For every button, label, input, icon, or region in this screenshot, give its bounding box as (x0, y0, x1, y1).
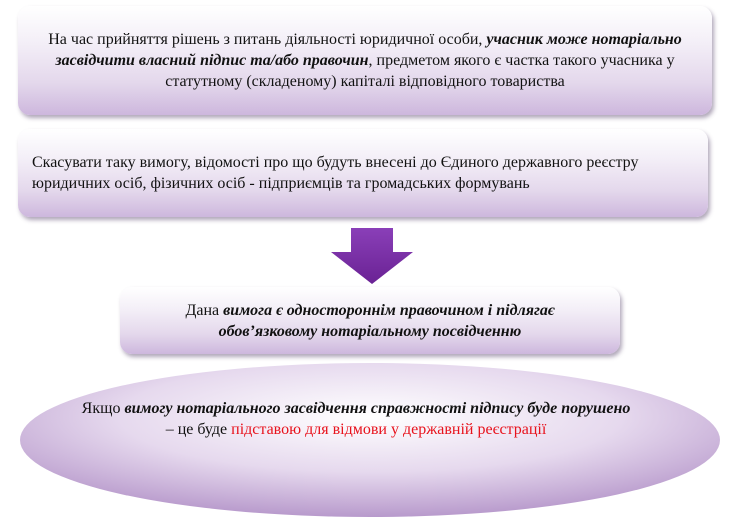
cancel-requirement-box (18, 129, 708, 217)
condition-text (32, 29, 698, 92)
requirement-text-emphasis: вимога є одностороннім правочином і підлягає обов’язковому нотаріальному посвідченню (218, 301, 555, 340)
requirement-box (120, 287, 620, 354)
condition-box (18, 6, 712, 115)
consequence-text (76, 398, 636, 440)
consequence-text-highlight: підставою для відмови у державній реєстрації (231, 421, 547, 438)
down-arrow-icon (331, 228, 413, 284)
condition-text-plain: На час прийняття рішень з питань діяльності юридичної особи, (48, 31, 487, 48)
cancel-requirement-text: Скасувати таку вимогу, відомості про що будуть внесені до Єдиного державного реєстру юридичних осіб, фізичних осіб - підприємців та громадських формувань (32, 154, 639, 192)
condition-text-rest: , предметом якого є частка такого учасника у статутному (складеному) капіталі відповідного товариства (165, 52, 675, 90)
requirement-text (140, 300, 600, 342)
consequence-text-middle: – це буде (165, 421, 232, 438)
consequence-text-emphasis: вимогу нотаріального засвідчення справжності підпису буде порушено (124, 400, 631, 417)
consequence-text-plain: Якщо (81, 400, 125, 417)
condition-text-emphasis: учасник може нотаріально засвідчити власний підпис та/або правочин (55, 31, 682, 69)
requirement-text-plain: Дана (185, 301, 224, 319)
